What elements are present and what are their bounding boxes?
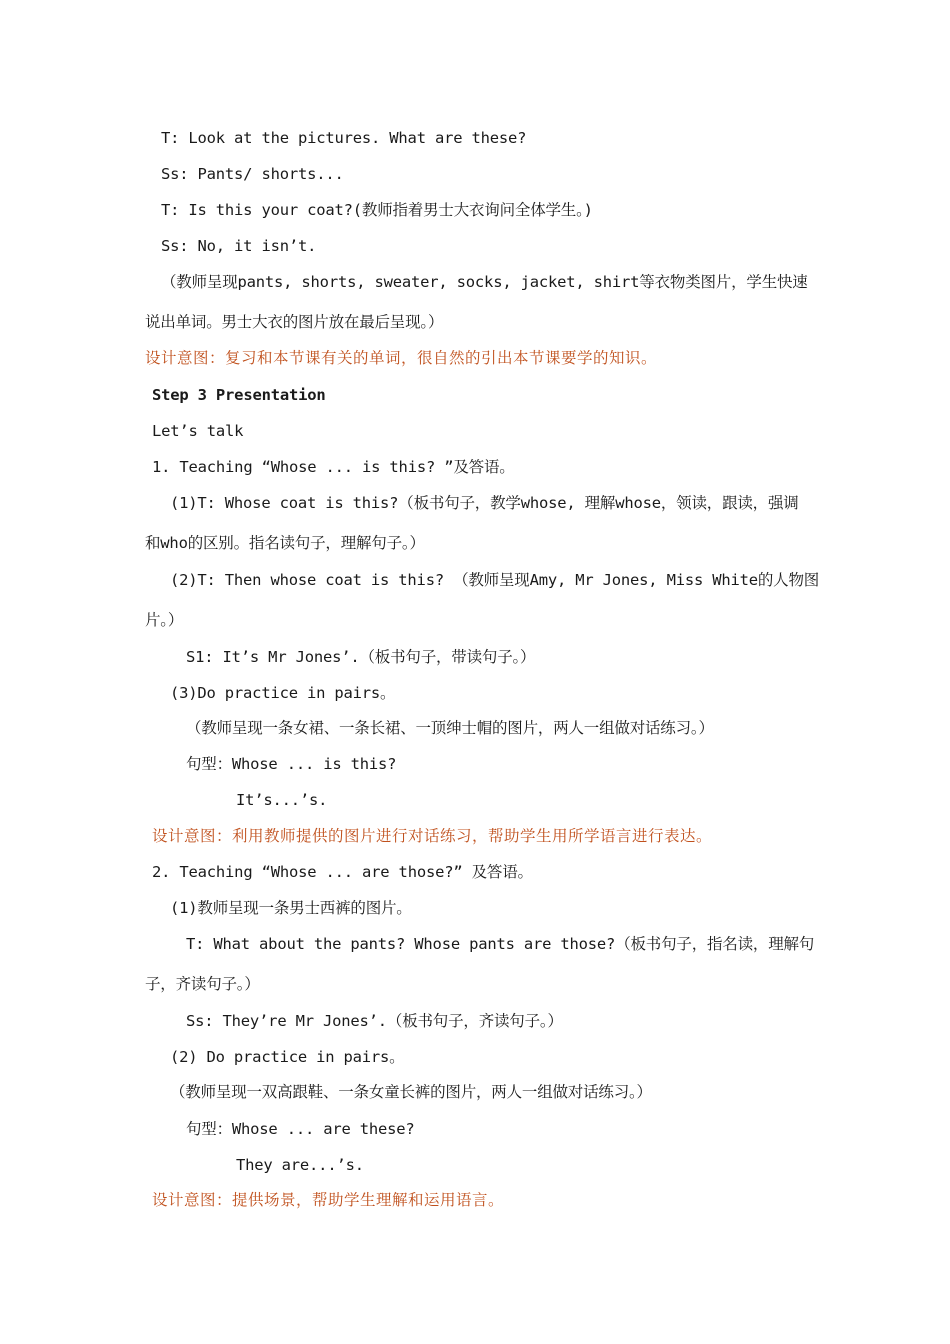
dialogue-line: Ss: No, it isn’t.	[161, 237, 317, 255]
subheading: Let’s talk	[152, 422, 244, 440]
dialogue-line: S1: It’s Mr Jones’.（板书句子，带读句子。）	[186, 648, 536, 666]
design-intent-note: 设计意图：提供场景，帮助学生理解和运用语言。	[152, 1191, 505, 1209]
paragraph-line: （教师呈现一条女裙、一条长裙、一顶绅士帽的图片，两人一组做对话练习。）	[186, 719, 714, 737]
sentence-pattern: They are...’s.	[236, 1156, 364, 1174]
sentence-pattern: 句型：Whose ... is this?	[186, 755, 397, 773]
paragraph-line: （教师呈现pants, shorts, sweater, socks, jacket, shirt等衣物类图片，学生快速	[161, 273, 808, 291]
list-item: (1)教师呈现一条男士西裤的图片。	[170, 899, 412, 917]
list-item: 1. Teaching “Whose ... is this? ”及答语。	[152, 458, 515, 476]
paragraph-line: T: What about the pants? Whose pants are those?（板书句子，指名读，理解句	[186, 935, 815, 953]
dialogue-line: Ss: They’re Mr Jones’.（板书句子，齐读句子。）	[186, 1012, 563, 1030]
paragraph-line: 和who的区别。指名读句子，理解句子。）	[145, 534, 425, 552]
paragraph-line: 说出单词。男士大衣的图片放在最后呈现。）	[145, 313, 444, 331]
sentence-pattern: 句型：Whose ... are these?	[186, 1120, 415, 1138]
list-item: 2. Teaching “Whose ... are those?” 及答语。	[152, 863, 533, 881]
dialogue-line: T: Look at the pictures. What are these?	[161, 129, 527, 147]
list-item: (3)Do practice in pairs。	[170, 684, 396, 702]
paragraph-line: 子，齐读句子。）	[145, 975, 260, 993]
design-intent-note: 设计意图：利用教师提供的图片进行对话练习，帮助学生用所学语言进行表达。	[152, 827, 713, 845]
paragraph-line: （教师呈现一双高跟鞋、一条女童长裤的图片，两人一组做对话练习。）	[170, 1083, 652, 1101]
paragraph-line: (1)T: Whose coat is this?（板书句子，教学whose, 理解whose，领读，跟读，强调	[170, 494, 799, 512]
dialogue-line: Ss: Pants/ shorts...	[161, 165, 344, 183]
paragraph-line: (2)T: Then whose coat is this? （教师呈现Amy, Mr Jones, Miss White的人物图	[170, 571, 820, 589]
section-heading: Step 3 Presentation	[152, 386, 326, 404]
paragraph-line: 片。）	[145, 611, 184, 629]
design-intent-note: 设计意图：复习和本节课有关的单词，很自然的引出本节课要学的知识。	[145, 349, 658, 367]
sentence-pattern: It’s...’s.	[236, 791, 328, 809]
list-item: (2) Do practice in pairs。	[170, 1048, 405, 1066]
dialogue-line: T: Is this your coat?(教师指着男士大衣询问全体学生。)	[161, 201, 593, 219]
